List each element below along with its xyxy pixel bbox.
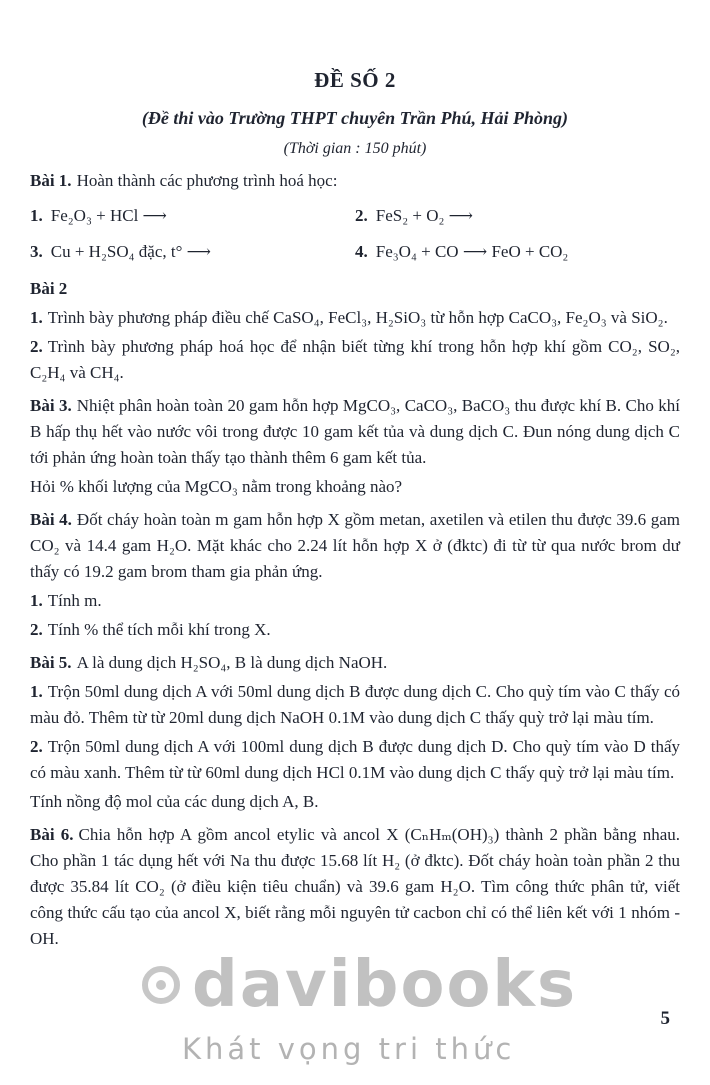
problem-5-item-2 bbox=[30, 734, 680, 786]
equation-list bbox=[30, 206, 680, 262]
equation-text: Cu + H₂SO₄ đặc, t° ⟶ bbox=[50, 242, 212, 261]
equation-number: 4. bbox=[355, 242, 368, 261]
watermark-tagline: Khát vọng tri thức bbox=[182, 1032, 516, 1066]
equation-text: Fe₃O₄ + CO ⟶ FeO + CO₂ bbox=[375, 242, 569, 261]
problem-1-label: Bài 1. bbox=[30, 171, 72, 190]
item-number: 1. bbox=[30, 682, 43, 701]
problem-5-intro-line bbox=[30, 650, 680, 676]
problem-5-outro: Tính nồng độ mol của các dung dịch A, B. bbox=[30, 792, 319, 811]
problem-4-text: Đốt cháy hoàn toàn m gam hỗn hợp X gồm metan, axetilen và etilen thu được 39.6 gam CO₂ và 14.4 gam H₂O. Mặt khác cho 2.24 lít hỗn hợp X ở (đktc) đi từ từ qua nước brom dư thấy có 19.2 gam brom tham gia phản ứng. bbox=[30, 510, 680, 581]
problem-5-intro: A là dung dịch H₂SO₄, B là dung dịch NaOH. bbox=[76, 653, 388, 672]
watermark bbox=[138, 948, 577, 1022]
page-title: ĐỀ SỐ 2 bbox=[314, 68, 396, 92]
equation-number: 1. bbox=[30, 206, 43, 225]
item-number: 2. bbox=[30, 337, 43, 356]
equation-text: FeS₂ + O₂ ⟶ bbox=[375, 206, 474, 225]
item-number: 1. bbox=[30, 308, 43, 327]
equation-item-1 bbox=[30, 206, 355, 226]
item-number: 1. bbox=[30, 591, 43, 610]
equation-number: 2. bbox=[355, 206, 368, 225]
equation-number: 3. bbox=[30, 242, 43, 261]
item-number: 2. bbox=[30, 737, 43, 756]
problem-2-label: Bài 2 bbox=[30, 279, 68, 298]
problem-6-body bbox=[30, 822, 680, 952]
problem-1-intro: Hoàn thành các phương trình hoá học: bbox=[76, 171, 338, 190]
watermark-text: davibooks bbox=[192, 948, 578, 1022]
problem-4-item-2 bbox=[30, 617, 680, 643]
problem-3-body bbox=[30, 393, 680, 471]
item-text: Tính m. bbox=[47, 591, 102, 610]
problem-5-item-1 bbox=[30, 679, 680, 731]
equation-item-4 bbox=[355, 242, 680, 262]
davibooks-logo-icon bbox=[138, 962, 184, 1008]
item-text: Trình bày phương pháp hoá học để nhận biết từng khí trong hỗn hợp khí gồm CO₂, SO₂, C₂H₄ và CH₄. bbox=[30, 337, 680, 382]
problem-3-label: Bài 3. bbox=[30, 396, 72, 415]
problem-6-text: Chia hỗn hợp A gồm ancol etylic và ancol X (CₙHₘ(OH)₃) thành 2 phần bằng nhau. Cho phần 1 tác dụng hết với Na thu được 15.68 lít H₂ (ở đktc). Đốt cháy hoàn toàn phần 2 thu được 35.84 lít CO₂ (ở điều kiện tiêu chuẩn) và 39.6 gam H₂O. Tìm công thức phân tử, viết công thức cấu tạo của ancol X, biết rằng mỗi nguyên tử cacbon chỉ có thể liên kết với 1 nhóm - OH. bbox=[30, 825, 681, 948]
problem-5-label: Bài 5. bbox=[30, 653, 72, 672]
item-text: Trộn 50ml dung dịch A với 50ml dung dịch B được dung dịch C. Cho quỳ tím vào C thấy có màu đỏ. Thêm từ từ 20ml dung dịch NaOH 0.1M vào dung dịch C thấy quỳ trở lại màu tím. bbox=[30, 682, 680, 727]
page-number: 5 bbox=[660, 1008, 670, 1029]
problem-3-text: Nhiệt phân hoàn toàn 20 gam hỗn hợp MgCO₃, CaCO₃, BaCO₃ thu được khí B. Cho khí B hấp thụ hết vào nước vôi trong được 10 gam kết tủa và dung dịch C. Đun nóng dung dịch C tới phản ứng hoàn toàn thấy tạo thành thêm 6 gam kết tủa. bbox=[30, 396, 681, 467]
equation-item-3 bbox=[30, 242, 355, 262]
problem-2-heading bbox=[30, 276, 680, 302]
problem-4-body bbox=[30, 507, 680, 585]
problem-2-item-1 bbox=[30, 305, 680, 331]
problem-2-item-2 bbox=[30, 334, 680, 386]
item-text: Tính % thể tích mỗi khí trong X. bbox=[47, 620, 271, 639]
item-text: Trình bày phương pháp điều chế CaSO₄, FeCl₃, H₂SiO₃ từ hỗn hợp CaCO₃, Fe₂O₃ và SiO₂. bbox=[47, 308, 668, 327]
equation-item-2 bbox=[355, 206, 680, 226]
problem-1-intro-line bbox=[30, 168, 680, 194]
exam-subtitle: (Đề thi vào Trường THPT chuyên Trần Phú, Hải Phòng) bbox=[141, 108, 569, 128]
item-number: 2. bbox=[30, 620, 43, 639]
problem-4-label: Bài 4. bbox=[30, 510, 72, 529]
exam-duration: (Thời gian : 150 phút) bbox=[283, 140, 427, 157]
equation-text: Fe₂O₃ + HCl ⟶ bbox=[50, 206, 167, 225]
problem-4-item-1 bbox=[30, 588, 680, 614]
problem-6-label: Bài 6. bbox=[30, 825, 74, 844]
item-text: Trộn 50ml dung dịch A với 100ml dung dịch B được dung dịch D. Cho quỳ tím vào D thấy có màu xanh. Thêm từ từ 60ml dung dịch HCl 0.1M vào dung dịch C thấy quỳ trở lại màu tím. bbox=[30, 737, 680, 782]
problem-3-question: Hỏi % khối lượng của MgCO₃ nằm trong khoảng nào? bbox=[30, 477, 403, 496]
